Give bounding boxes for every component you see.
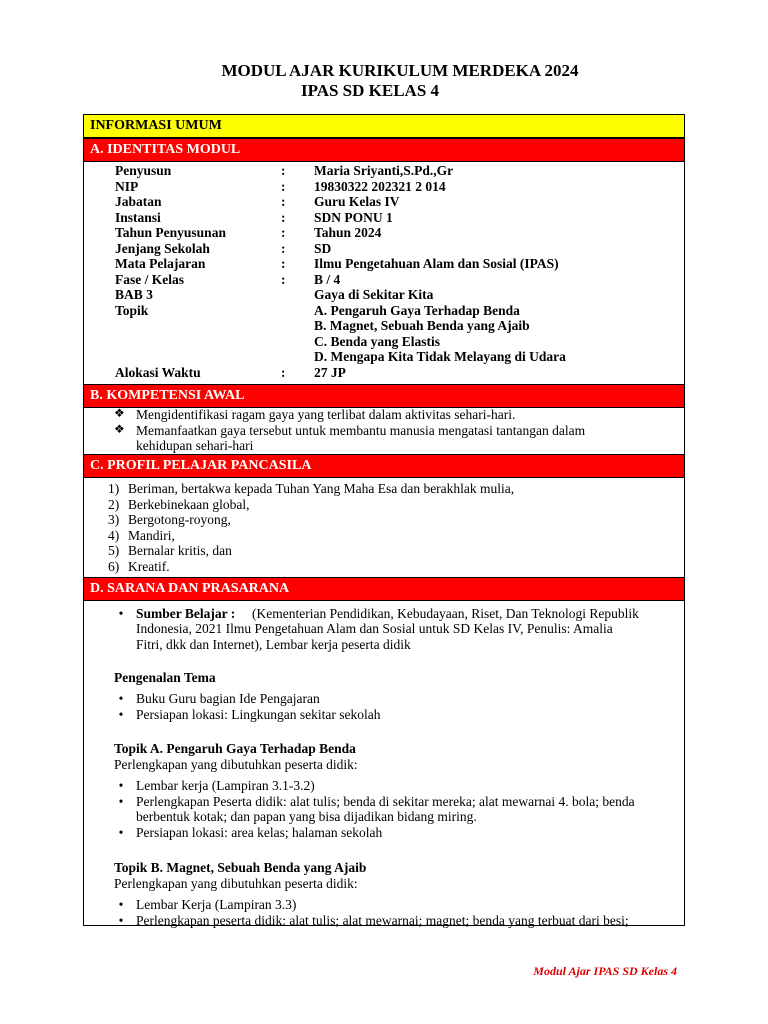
profil-number: 2) xyxy=(108,496,120,512)
document-subtitle: IPAS SD KELAS 4 xyxy=(300,81,440,100)
bullet-icon: • xyxy=(118,825,124,840)
sumber-belajar-text: Indonesia, 2021 Ilmu Pengetahuan Alam dan Sosial untuk SD Kelas IV, Penulis: Amalia xyxy=(136,621,613,636)
identitas-value: B. Magnet, Sebuah Benda yang Ajaib xyxy=(314,318,530,333)
page-footer: Modul Ajar IPAS SD Kelas 4 xyxy=(533,964,677,978)
identitas-value: 27 JP xyxy=(314,364,346,380)
section-kompetensi-awal: B. KOMPETENSI AWAL xyxy=(84,384,684,408)
bullet-icon: • xyxy=(118,606,124,621)
pengenalan-item: Persiapan lokasi: Lingkungan sekitar sekolah xyxy=(136,707,381,722)
identitas-value: D. Mengapa Kita Tidak Melayang di Udara xyxy=(314,349,566,364)
section-sarana-prasarana: D. SARANA DAN PRASARANA xyxy=(84,577,684,601)
topik-b-item: Perlengkapan peserta didik: alat tulis; alat mewarnai; magnet; benda yang terbuat dari besi; xyxy=(136,913,629,928)
kompetensi-item: Mengidentifikasi ragam gaya yang terlibat dalam aktivitas sehari-hari. xyxy=(136,407,516,422)
identitas-key: BAB 3 xyxy=(115,287,153,302)
section-identitas-modul: A. IDENTITAS MODUL xyxy=(84,138,684,162)
profil-number: 5) xyxy=(108,543,120,558)
profil-number: 6) xyxy=(108,558,120,574)
identitas-key: Topik xyxy=(115,302,149,318)
identitas-key: NIP xyxy=(115,178,139,194)
identitas-value: SD xyxy=(314,240,332,256)
identitas-key: Jenjang Sekolah xyxy=(115,240,210,256)
topik-a-item-continued: berbentuk kotak; dan papan yang bisa dijadikan bidang miring. xyxy=(136,809,477,824)
identitas-value: Guru Kelas IV xyxy=(314,194,400,209)
identitas-key: Penyusun xyxy=(115,163,172,178)
profil-item: Beriman, bertakwa kepada Tuhan Yang Maha Esa dan berakhlak mulia, xyxy=(128,481,515,496)
sumber-belajar-text: (Kementerian Pendidikan, Kebudayaan, Riset, Dan Teknologi Republik xyxy=(252,606,639,621)
identitas-value: Gaya di Sekitar Kita xyxy=(314,287,434,302)
identitas-row xyxy=(84,365,684,381)
topik-a-item: Lembar kerja (Lampiran 3.1-3.2) xyxy=(136,778,315,793)
identitas-row xyxy=(84,163,684,179)
identitas-colon: : xyxy=(281,178,286,194)
topik-a-item: Perlengkapan Peserta didik: alat tulis; benda di sekitar mereka; alat mewarnai 4. bola; benda xyxy=(136,794,635,809)
identitas-row xyxy=(84,241,684,257)
identitas-value: Maria Sriyanti,S.Pd.,Gr xyxy=(314,163,454,178)
identitas-colon: : xyxy=(281,240,286,256)
identitas-colon: : xyxy=(281,271,286,287)
bullet-icon: • xyxy=(118,913,124,928)
identitas-colon: : xyxy=(281,163,286,178)
identitas-row xyxy=(84,256,684,272)
profil-item: Bergotong-royong, xyxy=(128,512,231,527)
section-profil-pelajar: C. PROFIL PELAJAR PANCASILA xyxy=(84,454,684,478)
identitas-colon: : xyxy=(281,194,286,209)
identitas-row xyxy=(84,349,684,365)
topik-a-item: Persiapan lokasi: area kelas; halaman sekolah xyxy=(136,825,383,840)
bullet-icon: • xyxy=(118,691,124,706)
identitas-colon: : xyxy=(281,225,286,240)
topik-b-subheading: Perlengkapan yang dibutuhkan peserta didik: xyxy=(114,876,358,891)
bullet-icon: • xyxy=(118,897,124,912)
profil-number: 1) xyxy=(108,481,120,496)
identitas-row xyxy=(84,179,684,195)
document-title: MODUL AJAR KURIKULUM MERDEKA 2024 xyxy=(221,61,579,80)
identitas-row xyxy=(84,318,684,334)
topik-a-subheading: Perlengkapan yang dibutuhkan peserta didik: xyxy=(114,757,358,772)
profil-item: Berkebinekaan global, xyxy=(128,496,250,512)
diamond-bullet-icon: ❖ xyxy=(114,422,125,436)
profil-item: Kreatif. xyxy=(128,558,170,574)
identitas-value: C. Benda yang Elastis xyxy=(314,333,441,349)
kompetensi-item: Memanfaatkan gaya tersebut untuk membantu manusia mengatasi tantangan dalam xyxy=(136,423,586,438)
identitas-value: 19830322 202321 2 014 xyxy=(314,178,446,194)
profil-item: Bernalar kritis, dan xyxy=(128,543,232,558)
identitas-value: B / 4 xyxy=(314,271,341,287)
kompetensi-item-continued: kehidupan sehari-hari xyxy=(136,438,254,453)
bullet-icon: • xyxy=(118,707,124,722)
identitas-key: Jabatan xyxy=(115,194,162,209)
profil-item: Mandiri, xyxy=(128,527,175,543)
sumber-belajar-label: Sumber Belajar : xyxy=(136,606,236,621)
identitas-value: A. Pengaruh Gaya Terhadap Benda xyxy=(314,302,520,318)
topik-a-heading: Topik A. Pengaruh Gaya Terhadap Benda xyxy=(114,741,356,756)
pengenalan-tema-heading: Pengenalan Tema xyxy=(114,670,216,685)
sumber-belajar-text: Fitri, dkk dan Internet), Lembar kerja peserta didik xyxy=(136,637,411,652)
module-table xyxy=(83,114,685,926)
identitas-row xyxy=(84,225,684,241)
identitas-row xyxy=(84,210,684,226)
identitas-key: Tahun Penyusunan xyxy=(115,225,226,240)
identitas-row xyxy=(84,287,684,303)
identitas-value: SDN PONU 1 xyxy=(314,209,393,225)
identitas-value: Ilmu Pengetahuan Alam dan Sosial (IPAS) xyxy=(314,256,559,271)
bullet-icon: • xyxy=(118,778,124,793)
identitas-key: Instansi xyxy=(115,209,161,225)
pengenalan-item: Buku Guru bagian Ide Pengajaran xyxy=(136,691,320,706)
profil-number: 3) xyxy=(108,512,120,527)
identitas-colon: : xyxy=(281,256,286,271)
diamond-bullet-icon: ❖ xyxy=(114,406,125,420)
section-informasi-umum: INFORMASI UMUM xyxy=(84,114,684,138)
topik-b-heading: Topik B. Magnet, Sebuah Benda yang Ajaib xyxy=(114,860,367,875)
topik-b-item: Lembar Kerja (Lampiran 3.3) xyxy=(136,897,297,912)
profil-number: 4) xyxy=(108,527,120,543)
identitas-key: Alokasi Waktu xyxy=(115,364,201,380)
identitas-row xyxy=(84,272,684,288)
identitas-colon: : xyxy=(281,364,286,380)
identitas-key: Fase / Kelas xyxy=(115,271,184,287)
identitas-key: Mata Pelajaran xyxy=(115,256,206,271)
identitas-row xyxy=(84,334,684,350)
identitas-row xyxy=(84,303,684,319)
identitas-value: Tahun 2024 xyxy=(314,225,382,240)
identitas-colon: : xyxy=(281,209,286,225)
identitas-row xyxy=(84,194,684,210)
bullet-icon: • xyxy=(118,794,124,809)
